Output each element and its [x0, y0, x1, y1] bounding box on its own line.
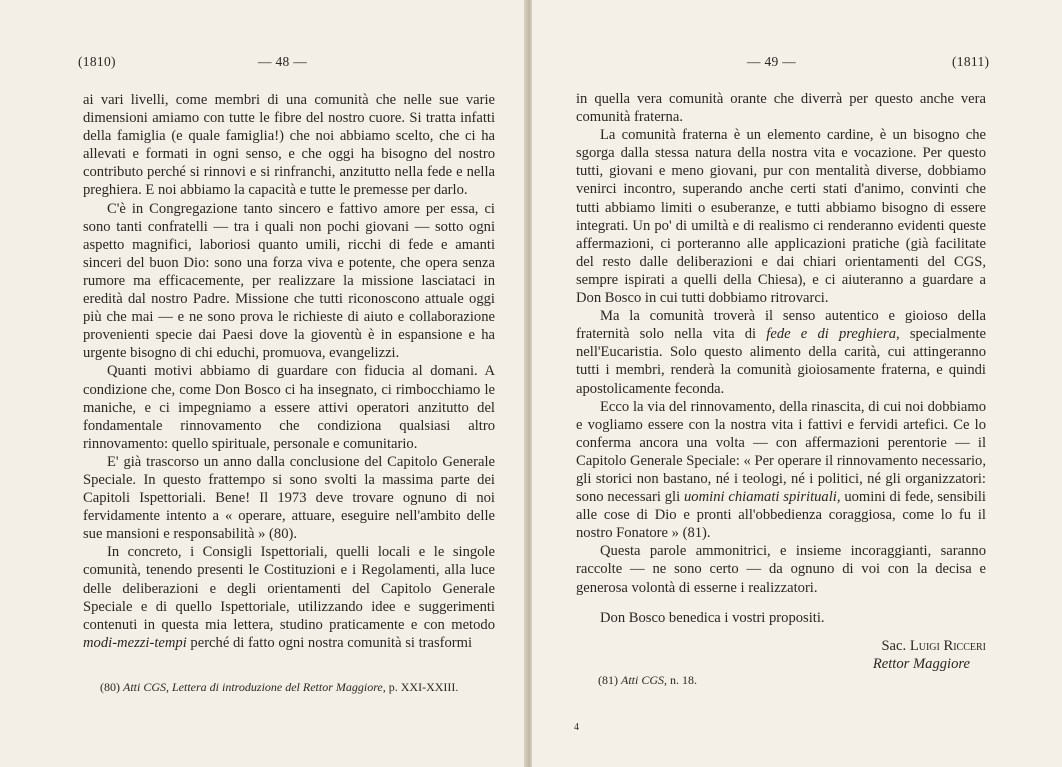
left-page-number: — 48 —	[258, 54, 308, 69]
italic-phrase: uomini chiamati spirituali,	[684, 489, 841, 506]
paragraph: Quanti motivi abbiamo di guardare con fiducia al domani. A condizione che, come Don Bosco ci ha insegnato, ci rimbocchiamo le maniche, e ci impegniamo a essere attivi operatori anzitutto del fondamentale rinnovamento che condiziona qualsiasi altro rinnovamento: quello spirituale, personale e comunitario.	[83, 363, 495, 452]
footnote-number: (81)	[598, 673, 618, 687]
paragraph-text: uomini di fede, sensibili alle cose di Dio e pronti all'obbedienza coraggiosa, come lo fu il nostro Fonatore » (81).	[576, 489, 986, 542]
signature-name	[576, 637, 986, 655]
left-page	[0, 0, 528, 767]
left-page-number-paren: (1810)	[78, 54, 116, 69]
paragraph: La comunità fraterna è un elemento cardine, è un bisogno che sgorga dalla stessa natura della nostra vita e vocazione. Per questo tutti, giovani e meno giovani, pur con mentalità diverse, dobbiamo venirci incontro, superando anche certi stati d'animo, convinti che tutti abbiamo limiti o esuberanze, e tutti abbiamo bisogno di essere integrati. Un po' di umiltà e di realismo ci renderanno evidenti queste affermazioni, ci porteranno alle applicazioni pratiche (già facilitate del resto dalle deliberazioni e dai chiari orientamenti del CGS, sempre ispirati a quelli della Chiesa), e ci aiuteranno a guardare a Don Bosco in cui tutti dobbiamo ritrovarci.	[576, 127, 986, 307]
paragraph	[83, 543, 495, 652]
paragraph: Questa parole ammonitrici, e insieme incoraggianti, saranno raccolte — ne sono certo — da ognuno di voi con la decisa e generosa volontà di esserne i realizzatori.	[576, 543, 986, 596]
footnote-pages: p. XXI-XXIII.	[385, 680, 459, 694]
closing-line: Don Bosco benedica i vostri propositi.	[600, 609, 825, 626]
right-page-number: — 49 —	[747, 54, 797, 69]
paragraph-text: Ma la comunità troverà il senso autentico e gioioso della fraternità solo nella vita di	[576, 308, 986, 343]
right-footnote	[598, 673, 697, 688]
signature-author: Luigi Ricceri	[909, 637, 986, 654]
italic-phrase: fede e di preghiera,	[766, 326, 900, 343]
footnote-title: Atti CGS,	[621, 673, 668, 687]
paragraph	[576, 398, 986, 543]
paragraph: E' già trascorso un anno dalla conclusione del Capitolo Generale Speciale. In questo frattempo si sono svolti la massima parte dei Capitoli Ispettoriali. Bene! Il 1973 deve trovare ognuno di noi fervidamente intento a « operare, attuare, eseguire nell'ambito delle sue mansioni e responsabilità » (80).	[83, 453, 495, 543]
paragraph-text: specialmente nell'Eucaristia. Solo questo alimento della carità, cui attingeranno tutti i membri, renderà la comunità gioiosamente fraterna, e quindi apostolicamente feconda.	[576, 326, 986, 397]
signature-mark: 4	[574, 722, 579, 733]
paragraph	[576, 307, 986, 397]
right-page-number-paren: (1811)	[952, 54, 990, 69]
right-page-body	[576, 90, 986, 673]
paragraph: ai vari livelli, come membri di una comunità che nelle sue varie dimensioni amiamo con tutte le fibre del nostro cuore. Si tratta infatti della famiglia (e quale famiglia!) che noi abbiamo scelto, che ci ha allevati e formati in ogni senso, e che oggi ha bisogno del nostro contributo perché si rinnovi e si rinfranchi, anzitutto nella fede e nella preghiera. E noi abbiamo la capacità e tutte le premesse per darlo.	[83, 92, 495, 199]
paragraph: C'è in Congregazione tanto sincero e fattivo amore per essa, ci sono tanti confratelli — tra i quali non pochi giovani — sotto ogni aspetto magnifici, laboriosi quanto umili, ricchi di fede e amanti sinceri del buon Dio: sono una forza viva e potente, che opera senza rumore ma efficacemente, per realizzare la missione lasciataci in eredità dal nostro Padre. Missione che tutti riconoscono attuale oggi più che mai — e ne sono prova le richieste di aiuto e collaborazione provenienti specie dai Paesi dove la gioventù è in espansione e ha urgente bisogno di chi educhi, promuova, evangelizzi.	[83, 200, 495, 362]
signature-prefix: Sac.	[881, 637, 910, 654]
right-page	[532, 0, 1062, 767]
footnote-ref: n. 18.	[667, 673, 698, 687]
left-page-body	[83, 91, 495, 652]
footnote-number: (80)	[100, 680, 120, 694]
signature-title	[576, 655, 986, 673]
left-footnote	[100, 680, 458, 695]
paragraph-text: Ecco la via del rinnovamento, della rinascita, di cui noi dobbiamo e vogliamo essere con la nostra vita i fattivi e fervidi artefici. Ce lo conferma ancora una volta — con affermazioni perentorie — il Capitolo Generale Speciale: « Per operare il rinnovamento necessario, gli storici non bastano, né i teologi, né i politici, né gli organizzatori: sono necessari gli	[576, 398, 986, 506]
paragraph: in quella vera comunità orante che diverrà per questo anche vera comunità fraterna.	[576, 91, 986, 126]
paragraph-text: In concreto, i Consigli Ispettoriali, quelli locali e le singole comunità, tenendo presenti le Costituzioni e i Regolamenti, alla luce delle deliberazioni e degli orientamenti del Capitolo Generale Speciale e di quello Ispettoriale, utilizzando idee e suggerimenti contenuti in questa mia lettera, studino praticamente e con metodo	[83, 544, 495, 633]
signature-role: Rettor Maggiore	[872, 655, 970, 672]
italic-phrase: modi-mezzi-tempi	[83, 634, 187, 651]
footnote-title: Atti CGS, Lettera di introduzione del Rettor Maggiore,	[123, 680, 386, 694]
paragraph-tail: perché di fatto ogni nostra comunità si trasformi	[186, 634, 473, 651]
